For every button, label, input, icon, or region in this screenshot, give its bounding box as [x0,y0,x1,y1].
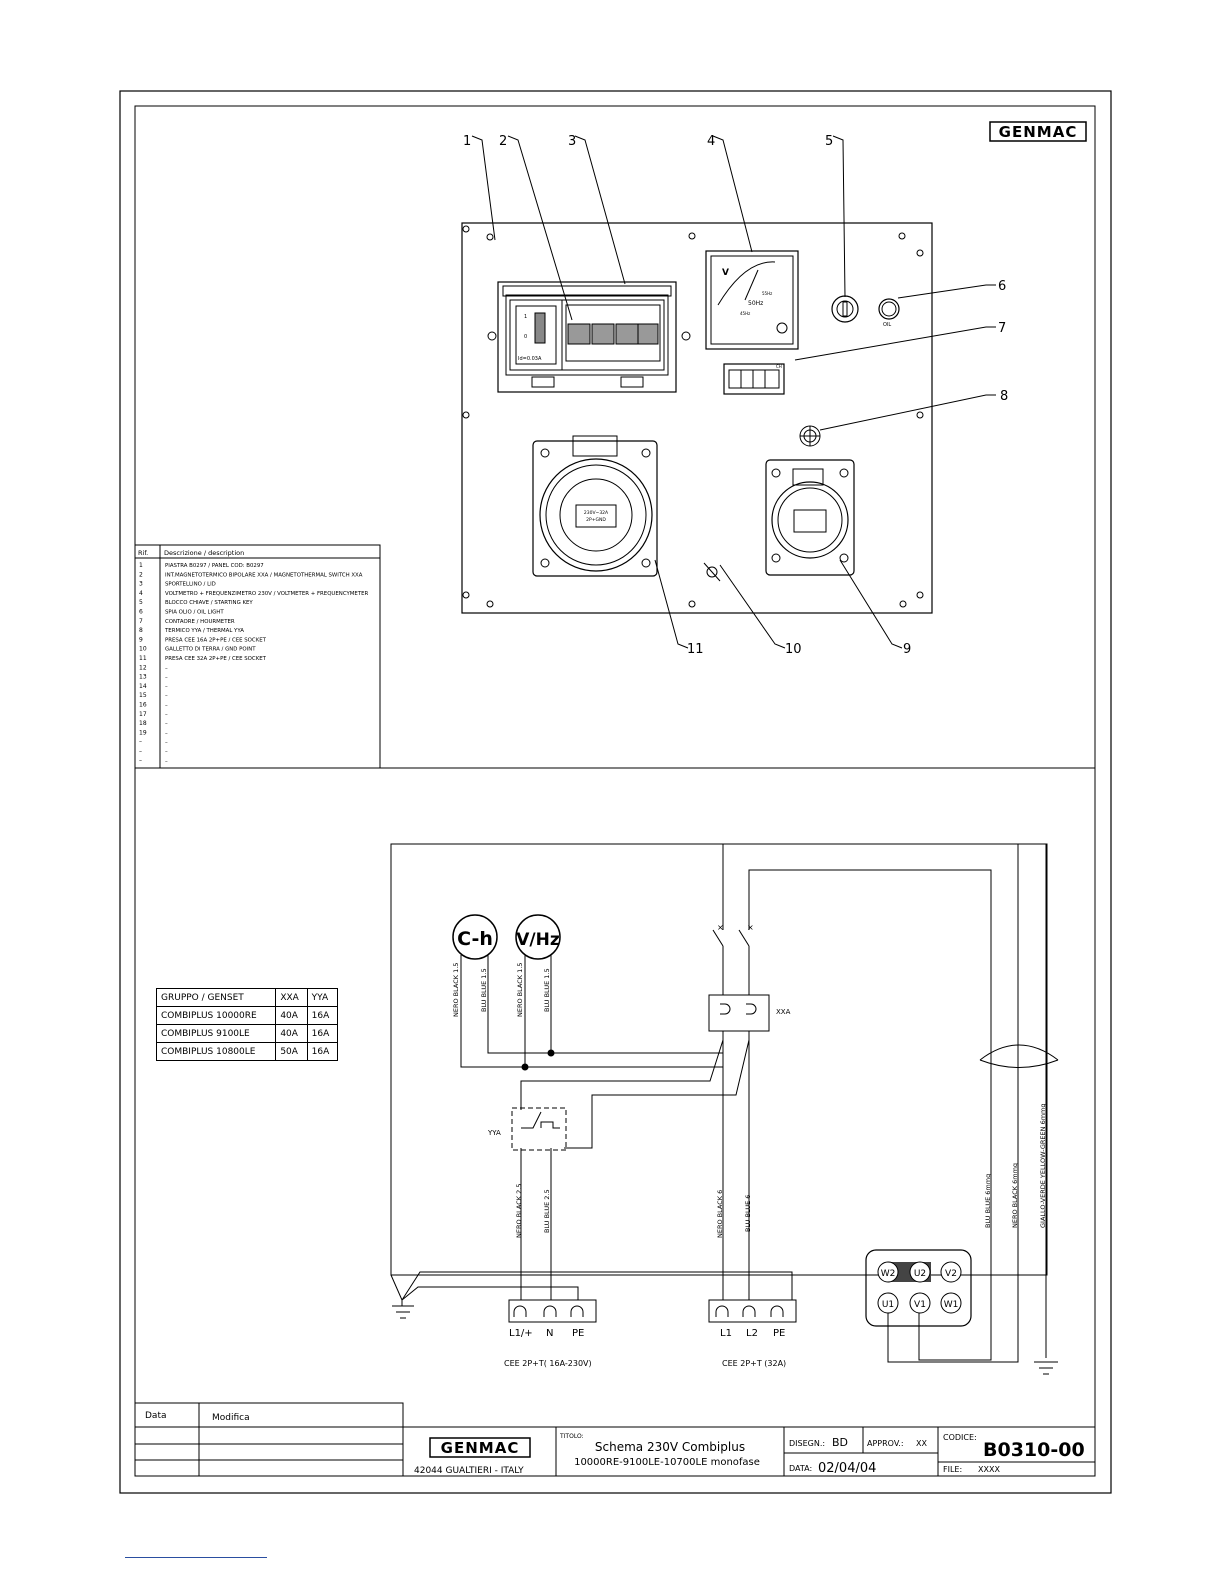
legend-rif: 3 [139,580,143,588]
table-row [157,1007,338,1025]
legend-description: CONTAORE / HOURMETER [165,618,235,625]
svg-text:8: 8 [1000,389,1009,404]
svg-text:9: 9 [903,642,912,657]
svg-text:TITOLO:: TITOLO: [560,1433,584,1440]
svg-text:V2: V2 [945,1269,957,1279]
meter-wires [461,955,723,1067]
legend-description: – [165,693,168,700]
svg-text:Modifica: Modifica [212,1413,250,1423]
legend-description: GALLETTO DI TERRA / GND POINT [165,646,256,653]
meter-vhz [516,915,560,959]
table-cell: COMBIPLUS 9100LE [157,1025,276,1043]
legend-rif: 8 [139,627,143,635]
meter-ch [453,915,497,959]
svg-text:W2: W2 [880,1269,896,1279]
svg-text:0: 0 [524,334,528,340]
legend-description: BLOCCO CHIAVE / STARTING KEY [165,600,253,607]
outer-frame [120,91,1111,1493]
legend-rif: – [139,748,142,755]
legend-table [135,545,380,768]
legend-rif: 11 [139,655,147,662]
legend-description: – [165,739,168,746]
svg-text:C-h: C-h [457,928,493,950]
svg-text:6: 6 [998,279,1007,294]
svg-text:5: 5 [825,134,834,149]
svg-text:B0310-00: B0310-00 [983,1439,1085,1461]
svg-text:N: N [546,1328,554,1339]
svg-text:OIL: OIL [883,322,892,328]
part-numbers [463,134,1008,657]
legend-description: PRESA CEE 16A 2P+PE / CEE SOCKET [165,637,266,644]
svg-text:10000RE-9100LE-10700LE monofas: 10000RE-9100LE-10700LE monofase [574,1457,760,1468]
hourmeter [724,364,784,394]
legend-rif: 1 [139,562,143,569]
legend-description: – [165,711,168,718]
genset-table-header [157,989,338,1007]
table-row [157,1025,338,1043]
svg-text:×: × [747,923,754,932]
svg-text:PE: PE [773,1328,786,1339]
svg-text:BLU BLUE 1.5: BLU BLUE 1.5 [543,968,551,1012]
legend-rif: 5 [139,599,143,607]
oil-light [879,299,899,328]
svg-text:GIALLO-VERDE YELLOW-GREEN 6mmq: GIALLO-VERDE YELLOW-GREEN 6mmq [1039,1103,1047,1228]
legend-rif: 17 [139,710,147,718]
svg-text:BLU BLUE 6: BLU BLUE 6 [744,1194,752,1232]
legend-description: VOLTMETRO + FREQUENZIMETRO 230V / VOLTMETER + FREQUENCYMETER [165,590,369,597]
legend-rif: 14 [139,682,147,690]
legend-description: SPIA OLIO / OIL LIGHT [165,609,224,616]
svg-text:L1/+: L1/+ [509,1328,533,1339]
socket-16a [766,460,854,575]
control-panel [462,134,1008,657]
svg-text:PE: PE [572,1328,585,1339]
svg-text:XXXX: XXXX [978,1465,1000,1474]
breaker-enclosure [488,282,690,392]
svg-text:NERO BLACK 1.5: NERO BLACK 1.5 [452,962,460,1017]
svg-text:FILE:: FILE: [943,1465,963,1474]
svg-text:Descrizione / description: Descrizione / description [164,549,245,557]
legend-description: PRESA CEE 32A 2P+PE / CEE SOCKET [165,656,266,662]
legend-description: INT.MAGNETOTERMICO BIPOLARE XXA / MAGNETOTHERMAL SWITCH XXA [165,572,363,579]
legend-rif: 7 [139,617,143,625]
svg-text:Rif.: Rif. [138,549,149,557]
svg-text:V/Hz: V/Hz [516,930,560,950]
svg-text:10: 10 [785,642,802,657]
svg-text:2P+GND: 2P+GND [586,518,606,523]
legend-description: – [165,758,168,765]
ground-left [391,1272,792,1318]
svg-text:APPROV.:: APPROV.: [867,1439,904,1448]
svg-text:3: 3 [568,134,577,149]
legend-rif: 9 [139,636,143,644]
svg-text:GENMAC: GENMAC [440,1439,520,1457]
svg-text:11: 11 [687,642,704,657]
legend-rif: 16 [139,701,147,709]
svg-text:Id=0.03A: Id=0.03A [518,356,542,362]
legend-rif: 2 [139,571,143,579]
breaker-xxa [709,923,791,1031]
svg-text:GENMAC: GENMAC [998,123,1078,141]
legend-description: – [165,730,168,737]
table-cell: 40A [276,1007,307,1025]
svg-text:YYA: YYA [488,1129,501,1137]
svg-text:BLU BLUE 6mmq: BLU BLUE 6mmq [984,1173,992,1228]
svg-text:NERO BLACK 6: NERO BLACK 6 [716,1189,724,1238]
svg-text:NERO BLACK 6mmq: NERO BLACK 6mmq [1011,1162,1019,1228]
socket2-terminals [709,1300,796,1368]
footer-rule [125,1557,267,1558]
legend-description: – [165,702,168,709]
volt-frequency-meter [706,251,798,349]
svg-text:V1: V1 [914,1300,926,1310]
wiring-schematic [391,844,1058,1374]
table-cell: 16A [307,1043,337,1061]
legend-description: – [165,665,168,672]
table-cell: 16A [307,1025,337,1043]
legend-rif: – [139,757,142,765]
svg-text:Data: Data [145,1411,167,1421]
svg-text:1: 1 [524,314,528,320]
legend-rif: 15 [139,692,147,700]
legend-rif: – [139,738,142,746]
svg-text:4: 4 [707,134,716,149]
legend-rif: 19 [139,729,147,737]
header-cell: YYA [307,989,337,1007]
ground-point [704,563,720,581]
svg-text:L2: L2 [746,1328,758,1339]
legend-description: – [165,749,168,755]
svg-text:NERO BLACK 2.5: NERO BLACK 2.5 [515,1183,523,1238]
header-cell: GRUPPO / GENSET [157,989,276,1007]
junction-dot [522,1064,529,1071]
legend-description: – [165,683,168,690]
svg-text:1: 1 [463,134,472,149]
svg-text:U2: U2 [913,1269,927,1279]
svg-text:DATA:: DATA: [789,1464,813,1473]
svg-text:55Hz: 55Hz [762,291,773,296]
svg-text:U1: U1 [881,1300,895,1310]
socket-32a [533,436,657,576]
brand-logo-top [990,122,1086,141]
svg-text:45Hz: 45Hz [740,311,751,316]
legend-rif: 18 [139,720,147,728]
svg-text:7: 7 [998,321,1007,336]
legend-description: SPORTELLINO / LID [165,581,216,588]
legend-rif: 4 [139,589,143,597]
xxa-output-wires [521,1031,749,1300]
legend-rif: 6 [139,608,143,616]
socket1-terminals [504,1300,596,1368]
svg-text:CEE 2P+T (32A): CEE 2P+T (32A) [722,1359,787,1368]
table-cell: COMBIPLUS 10800LE [157,1043,276,1061]
svg-text:DISEGN.:: DISEGN.: [789,1439,826,1448]
table-cell: COMBIPLUS 10000RE [157,1007,276,1025]
svg-text:Schema 230V Combiplus: Schema 230V Combiplus [594,1440,746,1454]
svg-text:2: 2 [499,134,508,149]
svg-text:02/04/04: 02/04/04 [818,1461,877,1476]
svg-text:XXA: XXA [776,1008,791,1016]
svg-text:V: V [722,268,729,278]
svg-text:42044 GUALTIERI - ITALY: 42044 GUALTIERI - ITALY [414,1466,524,1476]
thermal-switch [800,426,820,446]
legend-rif: 12 [139,664,147,672]
svg-text:CH: CH [776,364,782,369]
svg-text:BD: BD [832,1436,849,1449]
legend-rif: 10 [139,645,147,653]
legend-description: TERMICO YYA / THERMAL YYA [165,628,244,635]
svg-text:230V~32A: 230V~32A [583,511,609,516]
table-cell: 40A [276,1025,307,1043]
thermal-yya [487,1108,566,1150]
svg-text:CODICE:: CODICE: [943,1433,977,1442]
junction-dot [548,1050,555,1057]
svg-text:BLU BLUE 2.5: BLU BLUE 2.5 [543,1189,551,1233]
legend-description: – [165,674,168,681]
header-cell: XXA [276,989,307,1007]
svg-text:×: × [717,923,724,932]
table-cell: 16A [307,1007,337,1025]
svg-text:L1: L1 [720,1328,732,1339]
genset-table [156,988,338,1061]
svg-text:W1: W1 [943,1300,959,1310]
svg-text:50Hz: 50Hz [748,300,764,307]
table-cell: 50A [276,1043,307,1061]
legend-rif: 13 [139,673,147,681]
legend-description: PIASTRA B0297 / PANEL COD: B0297 [165,563,264,569]
svg-text:XX: XX [916,1439,927,1448]
svg-text:CEE 2P+T( 16A-230V): CEE 2P+T( 16A-230V) [504,1359,592,1368]
legend-description: – [165,721,168,728]
starting-key [832,296,858,322]
svg-text:BLU BLUE 1.5: BLU BLUE 1.5 [480,968,488,1012]
table-row [157,1043,338,1061]
svg-text:NERO BLACK 1.5: NERO BLACK 1.5 [516,962,524,1017]
